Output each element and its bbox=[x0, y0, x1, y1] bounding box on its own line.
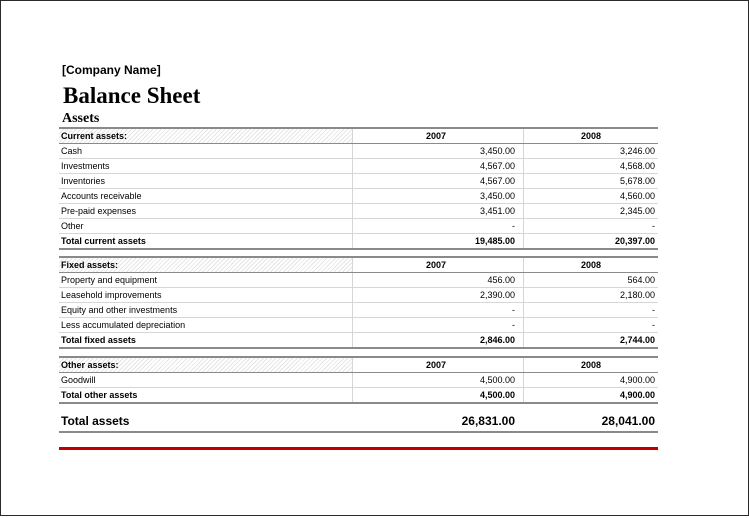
table-header-row bbox=[59, 356, 658, 373]
value-cell[interactable]: 4,568.00 bbox=[523, 159, 658, 173]
value-cell[interactable]: - bbox=[352, 318, 519, 332]
table-header-row bbox=[59, 127, 658, 144]
row-label: Cash bbox=[61, 146, 83, 156]
section-header-label: Fixed assets: bbox=[59, 258, 352, 272]
year-header: 2007 bbox=[352, 129, 519, 143]
value-cell[interactable]: 564.00 bbox=[523, 273, 658, 287]
value-cell[interactable]: 4,500.00 bbox=[352, 373, 519, 387]
row-label: Leasehold improvements bbox=[61, 290, 162, 300]
table-row bbox=[59, 174, 658, 189]
section-header-label: Current assets: bbox=[59, 129, 352, 143]
value-cell[interactable]: 3,450.00 bbox=[352, 189, 519, 203]
value-cell[interactable]: 3,451.00 bbox=[352, 204, 519, 218]
value-cell[interactable]: 2,345.00 bbox=[523, 204, 658, 218]
total-label: Total current assets bbox=[61, 236, 146, 246]
year-header: 2008 bbox=[523, 358, 658, 372]
value-cell[interactable]: - bbox=[523, 318, 658, 332]
value-cell[interactable]: 4,567.00 bbox=[352, 159, 519, 173]
value-cell[interactable]: 3,246.00 bbox=[523, 144, 658, 158]
value-cell[interactable]: 4,560.00 bbox=[523, 189, 658, 203]
row-label: Less accumulated depreciation bbox=[61, 320, 186, 330]
table-row bbox=[59, 273, 658, 288]
value-cell[interactable]: - bbox=[352, 219, 519, 233]
value-cell[interactable]: - bbox=[523, 303, 658, 317]
section-subtitle: Assets bbox=[62, 111, 100, 126]
total-row bbox=[59, 234, 658, 250]
row-label: Investments bbox=[61, 161, 110, 171]
table-header-row bbox=[59, 256, 658, 273]
row-label: Goodwill bbox=[61, 375, 96, 385]
total-label: Total other assets bbox=[61, 390, 138, 400]
table-row bbox=[59, 318, 658, 333]
section-header-label: Other assets: bbox=[59, 358, 352, 372]
row-label: Inventories bbox=[61, 176, 106, 186]
grand-total-label: Total assets bbox=[61, 414, 130, 428]
row-label: Other bbox=[61, 221, 84, 231]
page-title: Balance Sheet bbox=[63, 83, 201, 108]
accent-divider bbox=[59, 447, 658, 450]
value-cell[interactable]: 2,390.00 bbox=[352, 288, 519, 302]
table-row bbox=[59, 303, 658, 318]
year-header: 2008 bbox=[523, 129, 658, 143]
year-header: 2007 bbox=[352, 358, 519, 372]
grand-total-value: 26,831.00 bbox=[461, 414, 515, 428]
value-cell[interactable]: 456.00 bbox=[352, 273, 519, 287]
table-row bbox=[59, 159, 658, 174]
total-label: Total fixed assets bbox=[61, 335, 136, 345]
table-row bbox=[59, 288, 658, 303]
year-header: 2008 bbox=[523, 258, 658, 272]
table-row bbox=[59, 144, 658, 159]
value-cell[interactable]: 4,567.00 bbox=[352, 174, 519, 188]
table-row bbox=[59, 373, 658, 388]
total-value: 2,744.00 bbox=[523, 333, 658, 347]
row-label: Property and equipment bbox=[61, 275, 158, 285]
total-value: 2,846.00 bbox=[352, 333, 519, 347]
row-label: Pre-paid expenses bbox=[61, 206, 137, 216]
value-cell[interactable]: - bbox=[523, 219, 658, 233]
table-row bbox=[59, 189, 658, 204]
fixed-assets-table bbox=[59, 256, 658, 349]
value-cell[interactable]: 5,678.00 bbox=[523, 174, 658, 188]
total-value: 4,900.00 bbox=[523, 388, 658, 402]
row-label: Accounts receivable bbox=[61, 191, 142, 201]
table-row bbox=[59, 219, 658, 234]
other-assets-table bbox=[59, 356, 658, 404]
company-name[interactable]: [Company Name] bbox=[62, 63, 161, 77]
value-cell[interactable]: 2,180.00 bbox=[523, 288, 658, 302]
total-value: 19,485.00 bbox=[352, 234, 519, 248]
total-row bbox=[59, 388, 658, 404]
current-assets-table bbox=[59, 127, 658, 250]
value-cell[interactable]: 3,450.00 bbox=[352, 144, 519, 158]
row-label: Equity and other investments bbox=[61, 305, 178, 315]
total-value: 20,397.00 bbox=[523, 234, 658, 248]
grand-total-row bbox=[59, 411, 658, 433]
grand-total-value: 28,041.00 bbox=[601, 414, 655, 428]
value-cell[interactable]: 4,900.00 bbox=[523, 373, 658, 387]
value-cell[interactable]: - bbox=[352, 303, 519, 317]
total-row bbox=[59, 333, 658, 349]
total-value: 4,500.00 bbox=[352, 388, 519, 402]
year-header: 2007 bbox=[352, 258, 519, 272]
table-row bbox=[59, 204, 658, 219]
